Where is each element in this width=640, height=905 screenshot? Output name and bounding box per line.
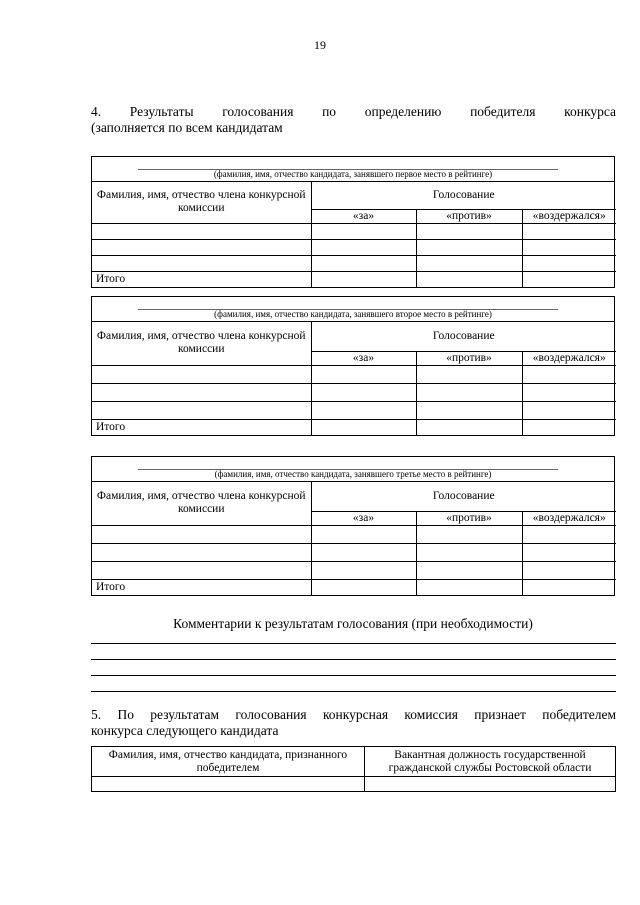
comment-line[interactable] (91, 659, 616, 660)
total-against-cell[interactable] (416, 419, 522, 435)
vote-against-cell[interactable] (416, 255, 522, 271)
section-5-heading (91, 707, 616, 739)
member-cell[interactable] (92, 401, 311, 419)
winner-table (91, 746, 616, 792)
candidate-caption: (фамилия, имя, отчество кандидата, занявшего первое место в рейтинге) (213, 169, 493, 179)
total-for-cell[interactable] (311, 579, 416, 595)
table-row (92, 401, 616, 419)
vote-for-header: «за» (311, 511, 416, 525)
vote-for-cell[interactable] (311, 543, 416, 561)
member-cell[interactable] (92, 543, 311, 561)
vote-for-header: «за» (311, 351, 416, 365)
vote-abstain-cell[interactable] (522, 561, 616, 579)
page-number: 19 (314, 38, 326, 52)
vote-against-cell[interactable] (416, 561, 522, 579)
vote-abstain-cell[interactable] (522, 401, 616, 419)
candidate-caption: (фамилия, имя, отчество кандидата, занявшего третье место в рейтинге) (214, 469, 492, 479)
total-label: Итого (92, 271, 311, 287)
vote-for-cell[interactable] (311, 223, 416, 239)
table-row (92, 383, 616, 401)
vote-table-third-place (91, 456, 615, 596)
vote-abstain-header: «воздержался» (522, 209, 616, 223)
vote-abstain-cell[interactable] (522, 255, 616, 271)
comment-line[interactable] (91, 675, 616, 676)
vote-for-cell[interactable] (311, 401, 416, 419)
vote-abstain-header: «воздержался» (522, 351, 616, 365)
vote-against-header: «против» (416, 511, 522, 525)
winner-name-header: Фамилия, имя, отчество кандидата, признанного победителем (92, 747, 365, 777)
vote-grid (92, 182, 616, 287)
vote-against-cell[interactable] (416, 223, 522, 239)
table-row (92, 777, 616, 792)
member-name-header: Фамилия, имя, отчество члена конкурсной комиссии (92, 482, 311, 525)
vote-for-cell[interactable] (311, 365, 416, 383)
total-abstain-cell[interactable] (522, 419, 616, 435)
vote-against-cell[interactable] (416, 401, 522, 419)
member-cell[interactable] (92, 383, 311, 401)
vacant-position-cell[interactable] (365, 777, 616, 792)
vote-abstain-cell[interactable] (522, 383, 616, 401)
member-cell[interactable] (92, 561, 311, 579)
total-row (92, 271, 616, 287)
vote-for-cell[interactable] (311, 255, 416, 271)
member-cell[interactable] (92, 223, 311, 239)
comment-line[interactable] (91, 643, 616, 644)
total-row (92, 419, 616, 435)
total-for-cell[interactable] (311, 271, 416, 287)
vote-grid (92, 482, 616, 595)
vote-against-cell[interactable] (416, 365, 522, 383)
vote-abstain-cell[interactable] (522, 525, 616, 543)
vote-abstain-header: «воздержался» (522, 511, 616, 525)
vote-against-header: «против» (416, 351, 522, 365)
section-4-heading (91, 104, 616, 136)
vote-abstain-cell[interactable] (522, 223, 616, 239)
vote-against-cell[interactable] (416, 383, 522, 401)
member-name-header: Фамилия, имя, отчество члена конкурсной комиссии (92, 322, 311, 365)
total-for-cell[interactable] (311, 419, 416, 435)
vote-table-first-place (91, 156, 615, 288)
vote-for-header: «за» (311, 209, 416, 223)
table-row (92, 525, 616, 543)
section-4-heading-line-1: 4. Результаты голосования по определению победителя конкурса (91, 104, 617, 119)
section-5-heading-line-1: 5. По результатам голосования конкурсная комиссия признает победителем (91, 707, 617, 722)
total-abstain-cell[interactable] (522, 579, 616, 595)
vote-grid (92, 322, 616, 435)
vote-abstain-cell[interactable] (522, 239, 616, 255)
candidate-name-blank[interactable] (92, 457, 614, 482)
vote-against-cell[interactable] (416, 239, 522, 255)
vote-against-header: «против» (416, 209, 522, 223)
member-name-header: Фамилия, имя, отчество члена конкурсной комиссии (92, 182, 311, 223)
total-label: Итого (92, 419, 311, 435)
vote-abstain-cell[interactable] (522, 365, 616, 383)
member-cell[interactable] (92, 365, 311, 383)
vote-for-cell[interactable] (311, 525, 416, 543)
candidate-name-blank[interactable] (92, 157, 614, 182)
voting-header: Голосование (311, 182, 616, 209)
total-label: Итого (92, 579, 311, 595)
candidate-caption: (фамилия, имя, отчество кандидата, занявшего второе место в рейтинге) (214, 309, 492, 319)
candidate-name-blank[interactable] (92, 297, 614, 322)
table-row (92, 223, 616, 239)
total-abstain-cell[interactable] (522, 271, 616, 287)
voting-header: Голосование (311, 322, 616, 351)
table-row (92, 561, 616, 579)
section-5-heading-line-2: конкурса следующего кандидата (91, 723, 279, 738)
member-cell[interactable] (92, 239, 311, 255)
table-row (92, 255, 616, 271)
vote-for-cell[interactable] (311, 383, 416, 401)
member-cell[interactable] (92, 255, 311, 271)
vote-for-cell[interactable] (311, 561, 416, 579)
vote-for-cell[interactable] (311, 239, 416, 255)
vote-against-cell[interactable] (416, 543, 522, 561)
total-row (92, 579, 616, 595)
total-against-cell[interactable] (416, 271, 522, 287)
winner-name-cell[interactable] (92, 777, 365, 792)
vote-table-second-place (91, 296, 615, 436)
vote-against-cell[interactable] (416, 525, 522, 543)
comment-line[interactable] (91, 691, 616, 692)
table-row (92, 365, 616, 383)
table-row (92, 543, 616, 561)
section-4-heading-line-2: (заполняется по всем кандидатам (91, 120, 283, 135)
total-against-cell[interactable] (416, 579, 522, 595)
table-row (92, 239, 616, 255)
vacant-position-header: Вакантная должность государственной гражданской службы Ростовской области (365, 747, 616, 777)
voting-header: Голосование (311, 482, 616, 511)
vote-abstain-cell[interactable] (522, 543, 616, 561)
comments-title: Комментарии к результатам голосования (при необходимости) (173, 616, 533, 631)
member-cell[interactable] (92, 525, 311, 543)
